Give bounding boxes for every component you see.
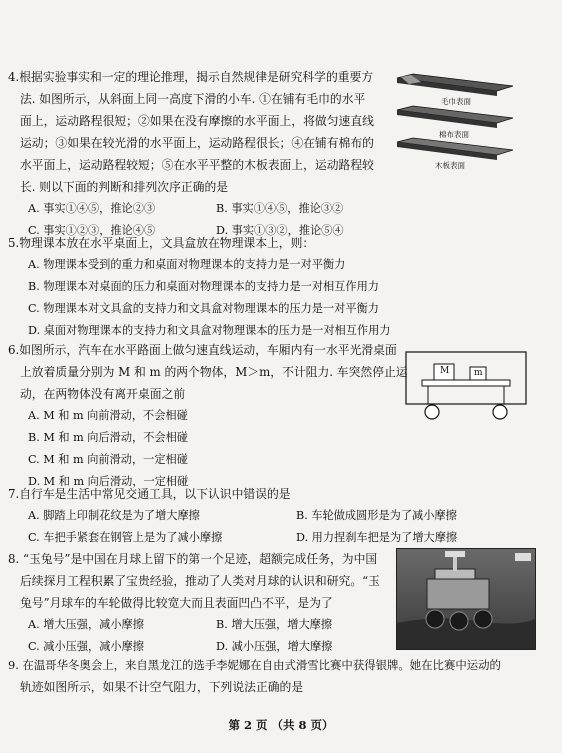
q7-stem: 7.自行车是生活中常见交通工具，以下认识中错误的是: [8, 487, 291, 501]
cart-illustration: [404, 350, 530, 426]
q6-option-d: D. M 和 m 向后滑动，一定相碰: [28, 475, 189, 488]
q4-line: 面上，运动路程很短；②如果在没有摩擦的水平面上，将做匀速直线: [20, 114, 374, 128]
q6-figure: [404, 350, 530, 426]
figure-label-board: 木板表面: [435, 161, 465, 170]
page-footer: 第 2 页 （共 8 页）: [228, 718, 334, 732]
q4-option-b: B. 事实①④⑤，推论③②: [216, 202, 344, 215]
q8-option-d: D. 减小压强，增大摩擦: [216, 640, 333, 653]
q4-option-a: A. 事实①④⑤，推论②③: [28, 202, 156, 215]
q9-line: 9. 在温哥华冬奥会上，来自黑龙江的选手李妮娜在自由式滑雪比赛中获得银牌。她在比赛中运动的: [8, 658, 501, 672]
q6-line: 上放着质量分别为 M 和 m 的两个物体，M＞m，不计阻力. 车突然停止运: [20, 365, 408, 379]
q4-option-d: D. 事实①③②，推论⑤④: [216, 224, 344, 237]
q7-option-d: D. 用力捏刹车把是为了增大摩擦: [296, 531, 458, 544]
q9-line: 轨迹如图所示，如果不计空气阻力，下列说法正确的是: [20, 680, 304, 694]
q6-option-a: A. M 和 m 向前滑动，不会相碰: [28, 409, 188, 422]
block-label-small: m: [474, 368, 483, 378]
block-label-big: M: [440, 366, 450, 376]
q4-option-c: C. 事实①②③，推论④⑤: [28, 224, 156, 237]
q4-figure: [395, 72, 515, 168]
incline-surfaces-illustration: [395, 72, 515, 168]
q6-option-b: B. M 和 m 向后滑动，不会相碰: [28, 431, 188, 444]
q5-option-c: C. 物理课本对文具盒的支持力和文具盒对物理课本的压力是一对平衡力: [28, 302, 379, 315]
figure-label-cotton: 棉布表面: [439, 130, 469, 139]
q6-line: 6.如图所示，汽车在水平路面上做匀速直线运动，车厢内有一水平光滑桌面: [8, 343, 397, 357]
q8-option-b: B. 增大压强，增大摩擦: [216, 618, 333, 631]
q8-line: 兔号”月球车的车轮做得比较宽大而且表面凹凸不平，是为了: [20, 596, 333, 610]
q7-option-b: B. 车轮做成圆形是为了减小摩擦: [296, 509, 457, 522]
q4-line: 4.根据实验事实和一定的理论推理，揭示自然规律是研究科学的重要方: [8, 70, 374, 84]
q8-line: 8. “玉兔号”是中国在月球上留下的第一个足迹，超额完成任务，为中国: [8, 552, 378, 566]
q6-line: 动，在两物体没有离开桌面之前: [20, 387, 186, 401]
lunar-rover-photo: [396, 548, 536, 650]
q8-option-a: A. 增大压强，减小摩擦: [28, 618, 144, 631]
q4-line: 水平面上，运动路程较短；⑤在水平平整的木板表面上，运动路程较: [20, 158, 374, 172]
q5-stem: 5.物理课本放在水平桌面上，文具盒放在物理课本上，则：: [8, 236, 315, 250]
q7-option-c: C. 车把手紧套在钢管上是为了减小摩擦: [28, 531, 223, 544]
q7-option-a: A. 脚踏上印制花纹是为了增大摩擦: [28, 509, 200, 522]
q5-option-a: A. 物理课本受到的重力和桌面对物理课本的支持力是一对平衡力: [28, 258, 346, 271]
q5-option-b: B. 物理课本对桌面的压力和桌面对物理课本的支持力是一对相互作用力: [28, 280, 379, 293]
q8-option-c: C. 减小压强，减小摩擦: [28, 640, 144, 653]
q6-option-c: C. M 和 m 向前滑动，一定相碰: [28, 453, 188, 466]
q4-line: 法. 如图所示，从斜面上同一高度下滑的小车. ①在铺有毛巾的水平: [20, 92, 366, 106]
q4-line: 运动；③如果在较光滑的水平面上，运动路程很长；④在铺有棉布的: [20, 136, 374, 150]
q8-line: 后续探月工程积累了宝贵经验，推动了人类对月球的认识和研究。“玉: [20, 574, 380, 588]
figure-label-towel: 毛巾表面: [441, 97, 471, 106]
q5-option-d: D. 桌面对物理课本的支持力和文具盒对物理课本的压力是一对相互作用力: [28, 324, 391, 337]
q4-line: 长. 则以下面的判断和排列次序正确的是: [20, 180, 229, 194]
